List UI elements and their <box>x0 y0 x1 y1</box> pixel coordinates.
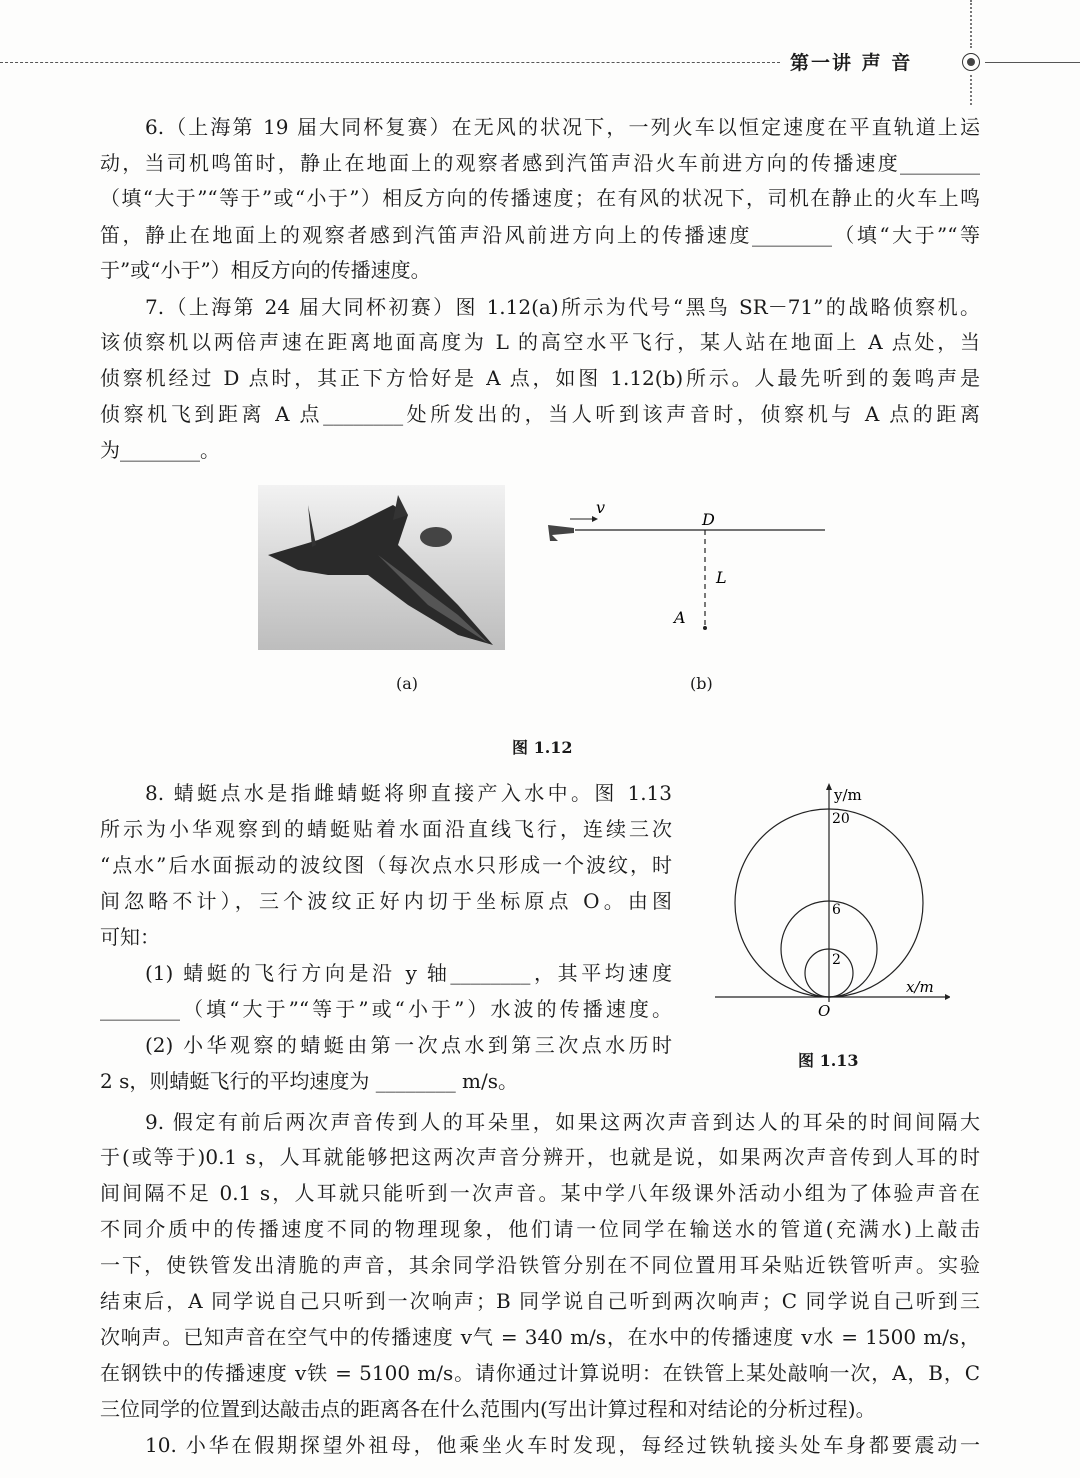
tick-label-6: 6 <box>832 902 841 918</box>
q7-line: 为________。 <box>100 438 220 462</box>
point-d-label: D <box>702 510 715 529</box>
q7-line: 侦察机经过 D 点时，其正下方恰好是 A 点，如图 1.12(b)所示。人最先听到的轰鸣声是 <box>100 366 980 390</box>
q8-line: 所示为小华观察到的蜻蜓贴着水面沿直线飞行，连续三次 <box>100 817 672 841</box>
q6-line: 动，当司机鸣笛时，静止在地面上的观察者感到汽笛声沿火车前进方向的传播速度________ <box>100 151 980 175</box>
tick-label-20: 20 <box>832 811 850 827</box>
q8-line: “点水”后水面振动的波纹图（每次点水只形成一个波纹，时 <box>100 853 672 877</box>
q9-line: 于(或等于)0.1 s，人耳就能够把这两次声音分辨开，也就是说，如果两次声音传到人耳的时 <box>100 1145 980 1169</box>
origin-label: O <box>818 1002 831 1020</box>
sr71-photo <box>258 485 505 650</box>
q6-line: （填“大于”“等于”或“小于”）相反方向的传播速度；在有风的状况下，司机在静止的火车上鸣 <box>100 186 980 210</box>
q7-line: 7.（上海第 24 届大同杯初赛）图 1.12(a)所示为代号“黑鸟 SR－71”的战略侦察机。 <box>145 295 980 319</box>
point-a-dot <box>703 626 707 630</box>
tick-label-2: 2 <box>832 952 841 968</box>
q7-line: 侦察机飞到距离 A 点________处所发出的，当人听到该声音时，侦察机与 A 点的距离 <box>100 402 980 426</box>
q8-line: 8. 蜻蜓点水是指雌蜻蜓将卵直接产入水中。图 1.13 <box>145 781 672 805</box>
subfigure-b-label: (b) <box>690 674 713 693</box>
q9-line: 9. 假定有前后两次声音传到人的耳朵里，如果这两次声音到达人的耳朵的时间间隔大 <box>145 1110 980 1134</box>
chapter-circle-icon <box>962 53 980 71</box>
q9-line: 次响声。已知声音在空气中的传播速度 v气 = 340 m/s，在水中的传播速度 v水 = 1500 m/s， <box>100 1325 980 1349</box>
margin-dots <box>970 75 974 105</box>
q9-line: 间间隔不足 0.1 s，人耳就只能听到一次声音。某中学八年级课外活动小组为了体验声音在 <box>100 1181 980 1205</box>
height-l-label: L <box>716 568 727 587</box>
q9-line: 三位同学的位置到达敲击点的距离各在什么范围内(写出计算过程和对结论的分析过程)。 <box>100 1397 876 1421</box>
chapter-title: 第一讲 声 音 <box>790 52 913 74</box>
q9-line: 不同介质中的传播速度不同的物理现象，他们请一位同学在输送水的管道(充满水)上敲击 <box>100 1217 980 1241</box>
x-axis-arrow-icon <box>945 994 950 1000</box>
q9-line: 在钢铁中的传播速度 v铁 = 5100 m/s。请你通过计算说明：在铁管上某处敲响一次，A，B，C <box>100 1361 980 1385</box>
header-rule <box>985 62 1080 63</box>
header-rule <box>0 62 780 63</box>
plane-icon <box>548 525 574 541</box>
velocity-label: v <box>596 498 606 517</box>
point-a-label: A <box>674 608 686 627</box>
q6-line: 笛，静止在地面上的观察者感到汽笛声沿风前进方向上的传播速度________（填“大于”“等 <box>100 223 980 247</box>
figure-1-12b-diagram <box>540 495 840 640</box>
y-axis-arrow-icon <box>826 783 832 790</box>
q6-line: 6.（上海第 19 届大同杯复赛）在无风的状况下，一列火车以恒定速度在平直轨道上运 <box>145 115 980 139</box>
q8-line: 可知： <box>100 925 160 949</box>
q8-line: (1) 蜻蜓的飞行方向是沿 y 轴________，其平均速度 <box>145 961 672 985</box>
q8-line: (2) 小华观察的蜻蜓由第一次点水到第三次点水历时 <box>145 1033 672 1057</box>
q9-line: 一下，使铁管发出清脆的声音，其余同学沿铁管分别在不同位置用耳朵贴近铁管听声。实验 <box>100 1253 980 1277</box>
y-axis-label: y/m <box>834 786 862 804</box>
q6-line: 于”或“小于”）相反方向的传播速度。 <box>100 258 431 282</box>
q7-line: 该侦察机以两倍声速在距离地面高度为 L 的高空水平飞行，某人站在地面上 A 点处，当 <box>100 330 980 354</box>
q8-line: 2 s，则蜻蜓飞行的平均速度为 ________ m/s。 <box>100 1069 519 1093</box>
figure-1-12-caption: 图 1.12 <box>512 738 573 757</box>
figure-1-13-caption: 图 1.13 <box>798 1051 859 1070</box>
sr71-aircraft-icon <box>258 485 505 650</box>
x-axis-label: x/m <box>906 978 934 996</box>
figure-1-13-diagram <box>710 780 950 1020</box>
q8-line: 间忽略不计），三个波纹正好内切于坐标原点 O。由图 <box>100 889 672 913</box>
subfigure-a-label: (a) <box>396 674 419 693</box>
q9-line: 结束后，A 同学说自己只听到一次响声；B 同学说自己听到两次响声；C 同学说自己听到三 <box>100 1289 980 1313</box>
q10-line: 10. 小华在假期探望外祖母，他乘坐火车时发现，每经过铁轨接头处车身都要震动一 <box>145 1433 980 1457</box>
q8-line: ________（填“大于”“等于”或“小于”）水波的传播速度。 <box>100 997 672 1021</box>
margin-dots <box>970 0 974 48</box>
